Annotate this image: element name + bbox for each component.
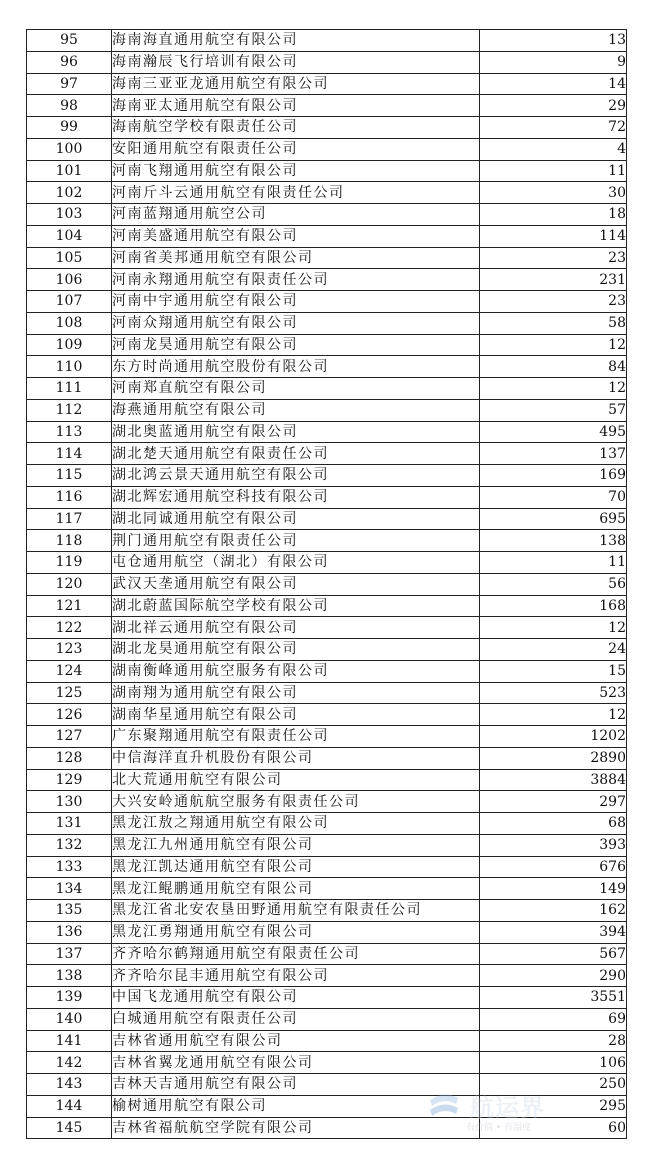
row-number: 131 — [27, 813, 112, 835]
row-number: 118 — [27, 530, 112, 552]
company-name: 黑龙江九州通用航空有限公司 — [112, 834, 480, 856]
company-name: 湖北祥云通用航空有限公司 — [112, 617, 480, 639]
row-number: 133 — [27, 856, 112, 878]
company-name: 北大荒通用航空有限公司 — [112, 769, 480, 791]
table-row — [27, 508, 627, 530]
table-row — [27, 791, 627, 813]
company-name: 吉林省福航航空学院有限公司 — [112, 1117, 480, 1139]
count-value: 169 — [480, 465, 627, 487]
company-name: 安阳通用航空有限责任公司 — [112, 138, 480, 160]
table-row — [27, 552, 627, 574]
count-value: 250 — [480, 1074, 627, 1096]
count-value: 84 — [480, 356, 627, 378]
count-value: 3884 — [480, 769, 627, 791]
row-number: 106 — [27, 269, 112, 291]
row-number: 119 — [27, 552, 112, 574]
table-row — [27, 291, 627, 313]
row-number: 127 — [27, 726, 112, 748]
table-row — [27, 573, 627, 595]
count-value: 290 — [480, 965, 627, 987]
company-name: 大兴安岭通航航空服务有限责任公司 — [112, 791, 480, 813]
company-name: 湖北龙昊通用航空有限公司 — [112, 639, 480, 661]
row-number: 126 — [27, 704, 112, 726]
table-row — [27, 769, 627, 791]
count-value: 695 — [480, 508, 627, 530]
row-number: 108 — [27, 312, 112, 334]
table-row — [27, 921, 627, 943]
watermark-subtext: 有价值 • 有温度 — [466, 1123, 532, 1133]
count-value: 70 — [480, 486, 627, 508]
company-name: 河南斤斗云通用航空有限责任公司 — [112, 182, 480, 204]
company-name: 中国飞龙通用航空有限公司 — [112, 987, 480, 1009]
company-name: 河南飞翔通用航空有限公司 — [112, 160, 480, 182]
count-value: 69 — [480, 1008, 627, 1030]
count-value: 28 — [480, 1030, 627, 1052]
table-row — [27, 95, 627, 117]
count-value: 13 — [480, 30, 627, 52]
table-row — [27, 595, 627, 617]
row-number: 124 — [27, 660, 112, 682]
table-row — [27, 1052, 627, 1074]
row-number: 130 — [27, 791, 112, 813]
row-number: 117 — [27, 508, 112, 530]
company-name: 湖北同诚通用航空有限公司 — [112, 508, 480, 530]
company-name: 湖北楚天通用航空有限责任公司 — [112, 443, 480, 465]
table-row — [27, 486, 627, 508]
row-number: 110 — [27, 356, 112, 378]
table-row — [27, 660, 627, 682]
count-value: 149 — [480, 878, 627, 900]
table-row — [27, 30, 627, 52]
company-name: 吉林天吉通用航空有限公司 — [112, 1074, 480, 1096]
count-value: 18 — [480, 204, 627, 226]
company-name: 河南省美邦通用航空有限公司 — [112, 247, 480, 269]
company-name: 黑龙江敖之翔通用航空有限公司 — [112, 813, 480, 835]
row-number: 143 — [27, 1074, 112, 1096]
row-number: 114 — [27, 443, 112, 465]
aviation-company-table — [26, 29, 627, 1139]
row-number: 145 — [27, 1117, 112, 1139]
row-number: 98 — [27, 95, 112, 117]
count-value: 29 — [480, 95, 627, 117]
count-value: 12 — [480, 334, 627, 356]
count-value: 567 — [480, 943, 627, 965]
company-name: 东方时尚通用航空股份有限公司 — [112, 356, 480, 378]
table-row — [27, 182, 627, 204]
count-value: 676 — [480, 856, 627, 878]
row-number: 113 — [27, 421, 112, 443]
company-name: 海南三亚亚龙通用航空有限公司 — [112, 73, 480, 95]
row-number: 109 — [27, 334, 112, 356]
count-value: 295 — [480, 1095, 627, 1117]
company-name: 湖南翔为通用航空有限公司 — [112, 682, 480, 704]
company-name: 河南龙昊通用航空有限公司 — [112, 334, 480, 356]
row-number: 134 — [27, 878, 112, 900]
table-row — [27, 204, 627, 226]
company-name: 白城通用航空有限责任公司 — [112, 1008, 480, 1030]
company-name: 中信海洋直升机股份有限公司 — [112, 747, 480, 769]
company-name: 齐齐哈尔昆丰通用航空有限公司 — [112, 965, 480, 987]
row-number: 103 — [27, 204, 112, 226]
watermark-text: 航运界 — [470, 1094, 545, 1122]
row-number: 121 — [27, 595, 112, 617]
count-value: 393 — [480, 834, 627, 856]
count-value: 162 — [480, 900, 627, 922]
company-name: 吉林省翼龙通用航空有限公司 — [112, 1052, 480, 1074]
table-row — [27, 639, 627, 661]
row-number: 141 — [27, 1030, 112, 1052]
table-row — [27, 1030, 627, 1052]
company-name: 河南中宇通用航空有限公司 — [112, 291, 480, 313]
count-value: 495 — [480, 421, 627, 443]
table-row — [27, 138, 627, 160]
table-row — [27, 399, 627, 421]
count-value: 12 — [480, 617, 627, 639]
aviation-company-table-wrapper — [26, 29, 627, 1139]
table-row — [27, 443, 627, 465]
table-row — [27, 726, 627, 748]
company-name: 黑龙江省北安农垦田野通用航空有限责任公司 — [112, 900, 480, 922]
company-name: 荆门通用航空有限责任公司 — [112, 530, 480, 552]
count-value: 114 — [480, 225, 627, 247]
count-value: 23 — [480, 247, 627, 269]
table-row — [27, 421, 627, 443]
count-value: 68 — [480, 813, 627, 835]
table-row — [27, 334, 627, 356]
table-row — [27, 117, 627, 139]
table-row — [27, 965, 627, 987]
count-value: 297 — [480, 791, 627, 813]
row-number: 111 — [27, 378, 112, 400]
company-name: 吉林省通用航空有限公司 — [112, 1030, 480, 1052]
row-number: 129 — [27, 769, 112, 791]
company-name: 河南蓝翔通用航空公司 — [112, 204, 480, 226]
row-number: 112 — [27, 399, 112, 421]
table-row — [27, 225, 627, 247]
company-name: 海南瀚辰飞行培训有限公司 — [112, 51, 480, 73]
count-value: 58 — [480, 312, 627, 334]
row-number: 104 — [27, 225, 112, 247]
company-name: 河南郑直航空有限公司 — [112, 378, 480, 400]
count-value: 56 — [480, 573, 627, 595]
company-name: 河南众翔通用航空有限公司 — [112, 312, 480, 334]
count-value: 9 — [480, 51, 627, 73]
table-row — [27, 987, 627, 1009]
company-name: 河南永翔通用航空有限责任公司 — [112, 269, 480, 291]
row-number: 105 — [27, 247, 112, 269]
company-name: 黑龙江凯达通用航空有限公司 — [112, 856, 480, 878]
company-name: 黑龙江鲲鹏通用航空有限公司 — [112, 878, 480, 900]
count-value: 24 — [480, 639, 627, 661]
count-value: 523 — [480, 682, 627, 704]
row-number: 137 — [27, 943, 112, 965]
company-name: 海燕通用航空有限公司 — [112, 399, 480, 421]
row-number: 95 — [27, 30, 112, 52]
row-number: 100 — [27, 138, 112, 160]
table-row — [27, 747, 627, 769]
row-number: 140 — [27, 1008, 112, 1030]
row-number: 96 — [27, 51, 112, 73]
table-row — [27, 900, 627, 922]
table-row — [27, 834, 627, 856]
table-row — [27, 1008, 627, 1030]
row-number: 132 — [27, 834, 112, 856]
count-value: 4 — [480, 138, 627, 160]
company-name: 海南亚太通用航空有限公司 — [112, 95, 480, 117]
company-name: 河南美盛通用航空有限公司 — [112, 225, 480, 247]
row-number: 99 — [27, 117, 112, 139]
company-name: 黑龙江勇翔通用航空有限公司 — [112, 921, 480, 943]
row-number: 142 — [27, 1052, 112, 1074]
company-name: 海南海直通用航空有限公司 — [112, 30, 480, 52]
count-value: 15 — [480, 660, 627, 682]
table-row — [27, 160, 627, 182]
table-row — [27, 813, 627, 835]
row-number: 115 — [27, 465, 112, 487]
count-value: 106 — [480, 1052, 627, 1074]
company-name: 海南航空学校有限责任公司 — [112, 117, 480, 139]
table-row — [27, 247, 627, 269]
count-value: 11 — [480, 160, 627, 182]
count-value: 11 — [480, 552, 627, 574]
table-row — [27, 356, 627, 378]
company-name: 屯仓通用航空（湖北）有限公司 — [112, 552, 480, 574]
count-value: 72 — [480, 117, 627, 139]
count-value: 394 — [480, 921, 627, 943]
count-value: 12 — [480, 378, 627, 400]
row-number: 122 — [27, 617, 112, 639]
table-row — [27, 682, 627, 704]
row-number: 144 — [27, 1095, 112, 1117]
count-value: 57 — [480, 399, 627, 421]
company-name: 湖南衡峰通用航空服务有限公司 — [112, 660, 480, 682]
table-row — [27, 269, 627, 291]
watermark — [426, 1086, 576, 1136]
count-value: 137 — [480, 443, 627, 465]
company-name: 广东聚翔通用航空有限责任公司 — [112, 726, 480, 748]
table-row — [27, 943, 627, 965]
count-value: 14 — [480, 73, 627, 95]
row-number: 101 — [27, 160, 112, 182]
table-row — [27, 51, 627, 73]
count-value: 1202 — [480, 726, 627, 748]
company-name: 湖北蔚蓝国际航空学校有限公司 — [112, 595, 480, 617]
count-value: 168 — [480, 595, 627, 617]
table-body — [27, 30, 627, 1139]
table-row — [27, 878, 627, 900]
count-value: 138 — [480, 530, 627, 552]
table-row — [27, 378, 627, 400]
table-row — [27, 73, 627, 95]
count-value: 23 — [480, 291, 627, 313]
company-name: 湖北辉宏通用航空科技有限公司 — [112, 486, 480, 508]
company-name: 武汉天垄通用航空有限公司 — [112, 573, 480, 595]
company-name: 齐齐哈尔鹤翔通用航空有限责任公司 — [112, 943, 480, 965]
count-value: 231 — [480, 269, 627, 291]
company-name: 湖北鸿云景天通用航空有限公司 — [112, 465, 480, 487]
row-number: 123 — [27, 639, 112, 661]
row-number: 97 — [27, 73, 112, 95]
row-number: 135 — [27, 900, 112, 922]
table-row — [27, 704, 627, 726]
row-number: 116 — [27, 486, 112, 508]
row-number: 125 — [27, 682, 112, 704]
table-row — [27, 530, 627, 552]
row-number: 120 — [27, 573, 112, 595]
table-row — [27, 856, 627, 878]
row-number: 107 — [27, 291, 112, 313]
company-name: 湖南华星通用航空有限公司 — [112, 704, 480, 726]
count-value: 12 — [480, 704, 627, 726]
row-number: 138 — [27, 965, 112, 987]
count-value: 2890 — [480, 747, 627, 769]
row-number: 139 — [27, 987, 112, 1009]
table-row — [27, 312, 627, 334]
count-value: 3551 — [480, 987, 627, 1009]
cloud-logo-icon — [426, 1090, 462, 1124]
table-row — [27, 465, 627, 487]
company-name: 榆树通用航空有限公司 — [112, 1095, 480, 1117]
count-value: 30 — [480, 182, 627, 204]
count-value: 60 — [480, 1117, 627, 1139]
company-name: 湖北奥蓝通用航空有限公司 — [112, 421, 480, 443]
table-row — [27, 617, 627, 639]
row-number: 136 — [27, 921, 112, 943]
row-number: 128 — [27, 747, 112, 769]
row-number: 102 — [27, 182, 112, 204]
